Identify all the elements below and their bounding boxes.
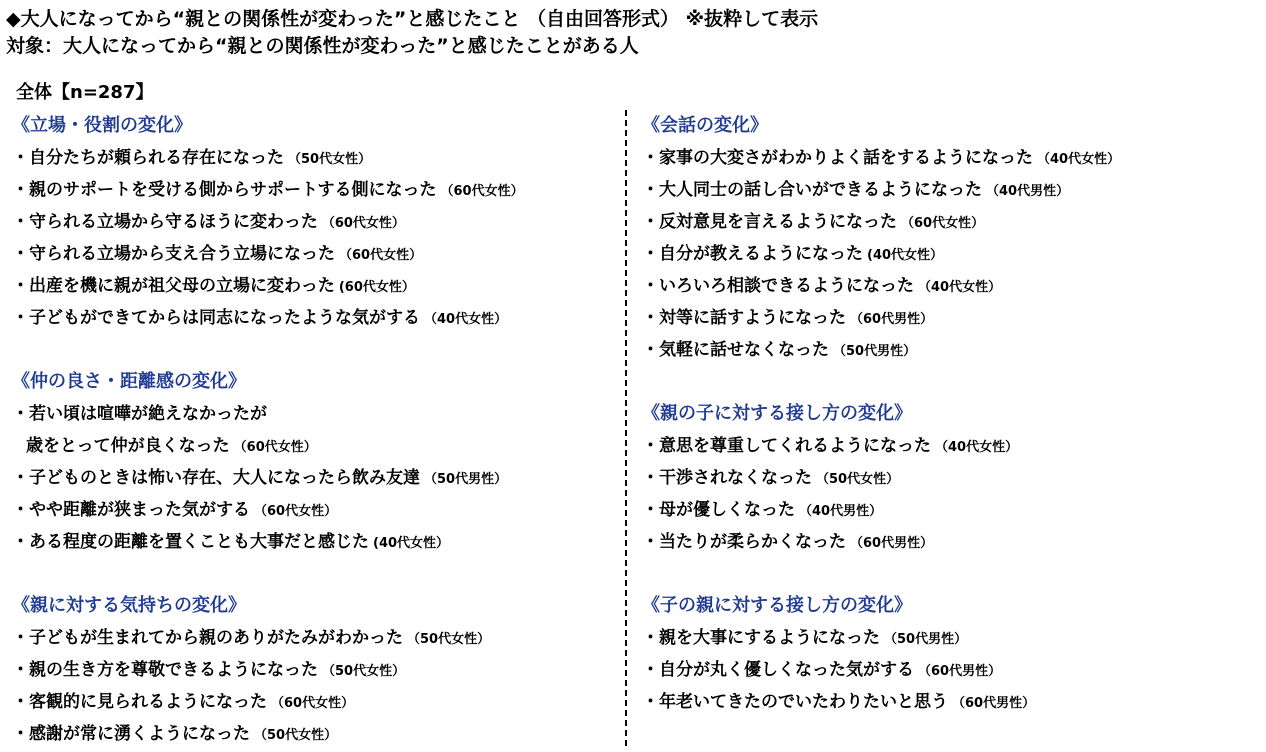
item-text: ・対等に話すようになった — [642, 308, 846, 328]
section-title-parent-attitude-change: 《親の子に対する接し方の変化》 — [642, 403, 912, 424]
column-divider — [625, 110, 627, 746]
section-title-closeness-change: 《仲の良さ・距離感の変化》 — [12, 371, 246, 392]
list-item — [12, 622, 612, 654]
item-text: ・大人同士の話し合いができるようになった — [642, 180, 982, 200]
item-text: ・感謝が常に湧くようになった — [12, 724, 250, 744]
item-text: ・守られる立場から支え合う立場になった — [12, 244, 335, 264]
section-title-feelings-change: 《親に対する気持ちの変化》 — [12, 595, 246, 616]
right-column — [642, 110, 1242, 718]
item-text: ・家事の大変さがわかりよく話をするようになった — [642, 148, 1033, 168]
list-item — [642, 174, 1242, 206]
respondent-tag: （60代女性） — [271, 696, 355, 711]
list-item-continuation — [12, 430, 612, 462]
item-text: ・意思を尊重してくれるようになった — [642, 436, 931, 456]
item-text: ・気軽に話せなくなった — [642, 340, 829, 360]
item-text: ・いろいろ相談できるようになった — [642, 276, 914, 296]
item-text: ・当たりが柔らかくなった — [642, 532, 846, 552]
list-item — [642, 430, 1242, 462]
respondent-tag: （60代女性） — [254, 504, 338, 519]
list-item — [12, 526, 612, 558]
respondent-tag: （60代女性） — [440, 184, 524, 199]
section-title-child-attitude-change: 《子の親に対する接し方の変化》 — [642, 595, 912, 616]
respondent-tag: （60代男性） — [850, 312, 934, 327]
respondent-tag: （50代女性） — [288, 152, 372, 167]
header — [6, 6, 818, 60]
respondent-tag: （40代男性） — [799, 504, 883, 519]
respondent-tag: （50代男性） — [884, 632, 968, 647]
item-text: ・やや距離が狭まった気がする — [12, 500, 250, 520]
respondent-tag: （60代女性） — [321, 216, 405, 231]
item-text: ・自分が丸く優しくなった気がする — [642, 660, 914, 680]
respondent-tag: (60代女性） — [338, 280, 415, 295]
section-gap — [642, 366, 1242, 398]
list-item — [12, 174, 612, 206]
list-item — [642, 622, 1242, 654]
list-item — [642, 334, 1242, 366]
list-item — [12, 654, 612, 686]
list-item — [642, 206, 1242, 238]
respondent-tag: （40代女性） — [1037, 152, 1121, 167]
respondent-tag: （50代女性） — [254, 728, 338, 743]
respondent-tag: （60代男性） — [850, 536, 934, 551]
list-item — [12, 494, 612, 526]
list-item — [12, 238, 612, 270]
section-gap — [642, 558, 1242, 590]
item-text: ・若い頃は喧嘩が絶えなかったが — [12, 404, 267, 424]
section-title-conversation-change: 《会話の変化》 — [642, 115, 768, 136]
list-item — [12, 142, 612, 174]
respondent-tag: (40代女性） — [373, 536, 450, 551]
section-title-role-change: 《立場・役割の変化》 — [12, 115, 192, 136]
item-text: ・親の生き方を尊敬できるようになった — [12, 660, 318, 680]
list-item — [12, 270, 612, 302]
respondent-tag: （60代女性） — [901, 216, 985, 231]
item-text: ・子どものときは怖い存在、大人になったら飲み友達 — [12, 468, 420, 488]
item-text: ・守られる立場から守るほうに変わった — [12, 212, 318, 232]
respondent-tag: （50代男性） — [424, 472, 508, 487]
respondent-tag: （40代女性） — [424, 312, 508, 327]
respondent-tag: （50代女性） — [322, 664, 406, 679]
list-item — [642, 270, 1242, 302]
item-text: ・子どもができてからは同志になったような気がする — [12, 308, 420, 328]
respondent-tag: （40代女性） — [918, 280, 1002, 295]
item-text: ・子どもが生まれてから親のありがたみがわかった — [12, 628, 403, 648]
list-item — [642, 302, 1242, 334]
list-item — [642, 142, 1242, 174]
list-item — [12, 206, 612, 238]
list-item — [642, 686, 1242, 718]
respondent-tag: （60代男性） — [918, 664, 1002, 679]
item-text: ・親を大事にするようになった — [642, 628, 880, 648]
respondent-tag: （60代女性） — [339, 248, 423, 263]
list-item — [12, 302, 612, 334]
header-target: 対象：大人になってから“親との関係性が変わった”と感じたことがある人 — [6, 35, 639, 57]
item-text: 歳をとって仲が良くなった — [26, 436, 230, 456]
section-gap — [12, 334, 612, 366]
list-item — [12, 462, 612, 494]
respondent-tag: （60代男性） — [952, 696, 1036, 711]
item-text: ・母が優しくなった — [642, 500, 795, 520]
item-text: ・親のサポートを受ける側からサポートする側になった — [12, 180, 437, 200]
sample-size-label: 全体【n=287】 — [16, 82, 154, 103]
item-text: ・自分たちが頼られる存在になった — [12, 148, 284, 168]
item-text: ・出産を機に親が祖父母の立場に変わった — [12, 276, 335, 296]
item-text: ・年老いてきたのでいたわりたいと思う — [642, 692, 948, 712]
item-text: ・自分が教えるようになった — [642, 244, 863, 264]
list-item — [642, 654, 1242, 686]
list-item — [642, 494, 1242, 526]
respondent-tag: (40代女性） — [867, 248, 944, 263]
list-item — [12, 718, 612, 750]
respondent-tag: （50代女性） — [816, 472, 900, 487]
list-item — [642, 238, 1242, 270]
respondent-tag: （40代男性） — [986, 184, 1070, 199]
section-gap — [12, 558, 612, 590]
list-item — [12, 398, 612, 430]
item-text: ・客観的に見られるようになった — [12, 692, 267, 712]
respondent-tag: （50代男性） — [833, 344, 917, 359]
header-title: ◆大人になってから“親との関係性が変わった”と感じたこと （自由回答形式） ※抜粋して表示 — [6, 8, 819, 30]
item-text: ・ある程度の距離を置くことも大事だと感じた — [12, 532, 369, 552]
list-item — [12, 686, 612, 718]
item-text: ・反対意見を言えるようになった — [642, 212, 897, 232]
list-item — [642, 526, 1242, 558]
item-text: ・干渉されなくなった — [642, 468, 812, 488]
respondent-tag: （40代女性） — [935, 440, 1019, 455]
list-item — [642, 462, 1242, 494]
respondent-tag: （60代女性） — [233, 440, 317, 455]
left-column — [12, 110, 612, 750]
respondent-tag: （50代女性） — [407, 632, 491, 647]
